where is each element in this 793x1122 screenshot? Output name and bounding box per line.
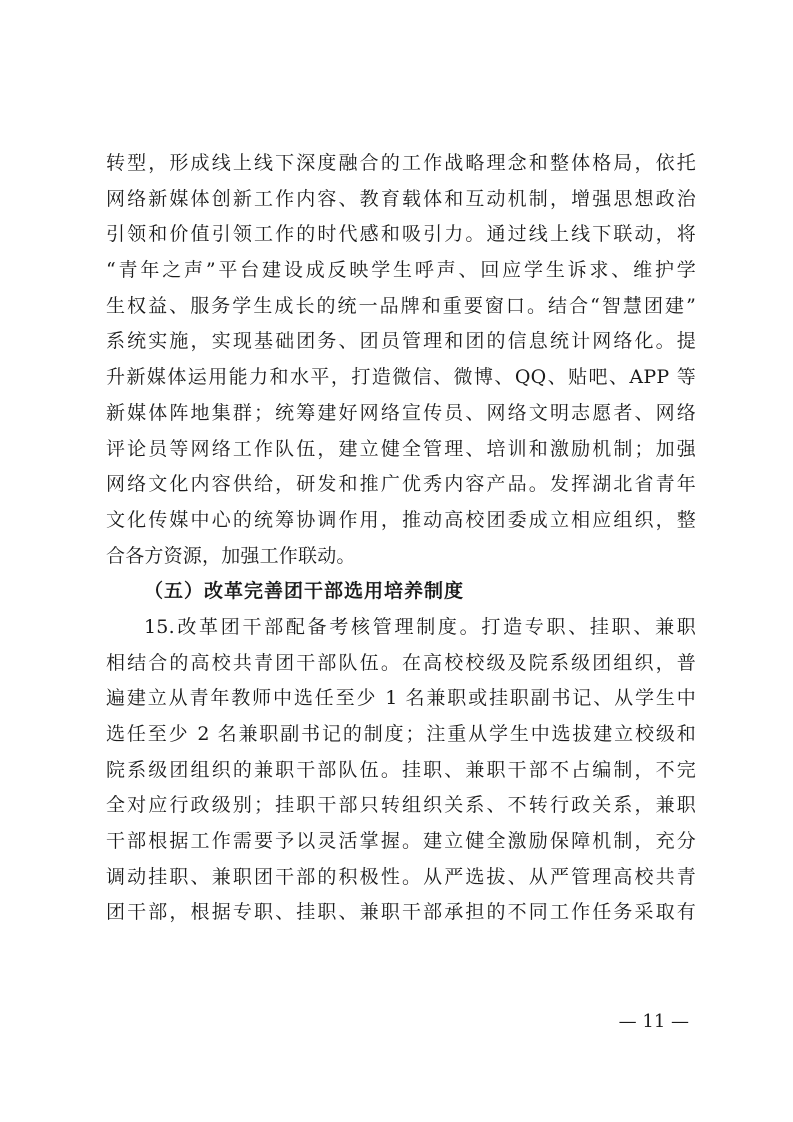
text-line: 评论员等网络工作队伍，建立健全管理、培训和激励机制；加强 [106,437,696,460]
text-line: 转型，形成线上线下深度融合的工作战略理念和整体格局，依托 [106,152,696,174]
section-heading: （五）改革完善团干部选用培养制度 [144,580,465,603]
text-line: 调动挂职、兼职团干部的积极性。从严选拔、从严管理高校共青 [106,865,696,888]
text-line: 相结合的高校共青团干部队伍。在高校校级及院系级团组织，普 [106,651,696,674]
text-line: 遍建立从青年教师中选任至少 1 名兼职或挂职副书记、从学生中 [106,687,696,710]
text-line: 生权益、服务学生成长的统一品牌和重要窗口。结合“智慧团建” [106,294,696,317]
text-line: 全对应行政级别；挂职干部只转组织关系、不转行政关系，兼职 [106,794,696,817]
text-line: 引领和价值引领工作的时代感和吸引力。通过线上线下联动，将 [106,223,696,246]
text-line: 院系级团组织的兼职干部队伍。挂职、兼职干部不占编制，不完 [106,758,696,781]
text-line: 选任至少 2 名兼职副书记的制度；注重从学生中选拔建立校级和 [106,723,696,745]
text-line: 合各方资源，加强工作联动。 [106,544,356,567]
body-text [106,146,696,931]
text-line: “青年之声”平台建设成反映学生呼声、回应学生诉求、维护学 [106,259,696,282]
text-line: 文化传媒中心的统筹协调作用，推动高校团委成立相应组织，整 [106,508,696,531]
text-line: 系统实施，实现基础团务、团员管理和团的信息统计网络化。提 [106,330,696,353]
text-line: 网络文化内容供给，研发和推广优秀内容产品。发挥湖北省青年 [106,473,696,496]
text-line: 干部根据工作需要予以灵活掌握。建立健全激励保障机制，充分 [106,830,696,853]
text-line: 15.改革团干部配备考核管理制度。打造专职、挂职、兼职 [144,615,696,638]
text-line: 新媒体阵地集群；统筹建好网络宣传员、网络文明志愿者、网络 [106,401,696,424]
page-number: — 11 — [618,1011,689,1032]
text-line: 网络新媒体创新工作内容、教育载体和互动机制，增强思想政治 [106,187,696,210]
text-line: 升新媒体运用能力和水平，打造微信、微博、QQ、贴吧、APP 等 [106,366,696,389]
text-line: 团干部，根据专职、挂职、兼职干部承担的不同工作任务采取有 [106,901,696,924]
